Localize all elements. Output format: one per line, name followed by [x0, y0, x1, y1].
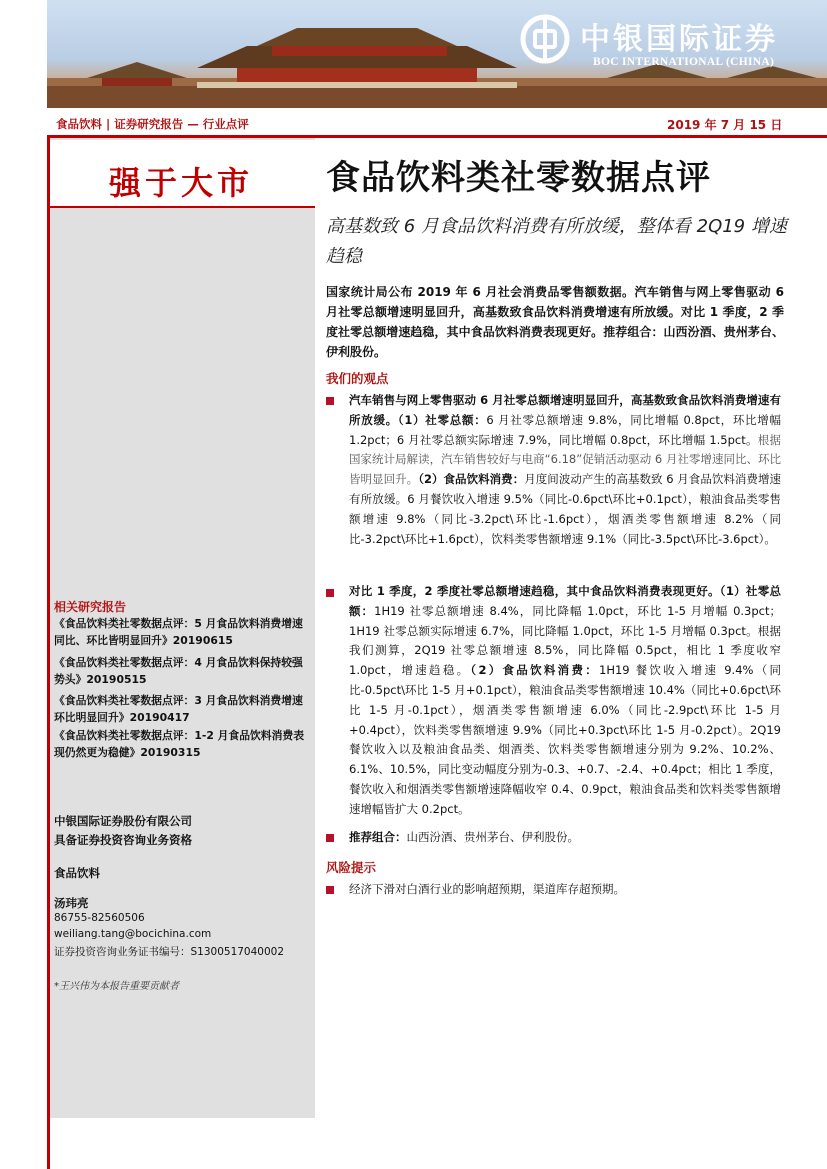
contributor-note: *王兴伟为本报告重要贡献者	[54, 981, 179, 992]
view-paragraph-2: 对比 1 季度，2 季度社零总额增速趋稳，其中食品饮料消费表现更好。（1）社零总额：1H19 社零总额增速 8.4%，同比降幅 1.0pct，环比 1-5 月增幅 0.3pct；1H19 社零总额实际增速 6.7%，同比降幅 1.0pct，环比 1-5 月增幅 0.3pct。根据我们测算，2Q19 社零总额增速 8.5%，同比降幅 0.5pct，相比 1 季度收窄 1.0pct，增速趋稳。（2）食品饮料消费：1H19 餐饮收入增速 9.4%（同比-0.5pct\环比 1-5 月+0.1pct），粮油食品类零售额增速 10.4%（同比+0.6pct\环比 1-5 月-0.1pct），烟酒类零售额增速 6.0%（同比-2.9pct\环比 1-5 月+0.4pct），饮料类零售额增速 9.9%（同比+0.3pct\环比 1-5 月-0.2pct）。2Q19 餐饮收入以及粮油食品类、烟酒类、饮料类零售额增速分别为 9.2%、10.2%、6.1%、10.5%，同比变动幅度分别为-0.3、+0.7、-2.4、+0.4pct；相比 1 季度，餐饮收入和烟酒类零售额增速降幅收窄 0.4、0.9pct，粮油食品类和饮料类零售额增速增幅皆扩大 0.2pct。	[349, 584, 782, 816]
qualification: 具备证券投资咨询业务资格	[54, 833, 192, 847]
bullet-icon	[326, 589, 334, 597]
bullet-icon	[326, 886, 334, 894]
analyst-email[interactable]: weiliang.tang@bocichina.com	[54, 928, 212, 940]
boc-logo-icon	[520, 14, 570, 64]
risk-text: 经济下滑对白酒行业的影响超预期，渠道库存超预期。	[349, 882, 625, 896]
summary: 国家统计局公布 2019 年 6 月社会消费品零售额数据。汽车销售与网上零售驱动 6 月社零总额增速明显回升，高基数致食品饮料消费增速有所放缓。对比 1 季度，2 季度社零总额增速趋稳，其中食品饮料消费表现更好。推荐组合：山西汾酒、贵州茅台、伊利股份。	[326, 285, 784, 359]
report-date: 2019 年 7 月 15 日	[667, 118, 783, 132]
related-report[interactable]: 《食品饮料类社零数据点评：3 月食品饮料消费增速环比明显回升》20190417	[54, 694, 303, 724]
view-paragraph-1: 汽车销售与网上零售驱动 6 月社零总额增速明显回升，高基数致食品饮料消费增速有所放缓。（1）社零总额：6 月社零总额增速 9.8%，同比增幅 0.8pct，环比增幅 1.2pct；6 月社零总额实际增速 7.9%，同比增幅 0.8pct，环比增幅 1.5pct。根据国家统计局解读，汽车销售较好与电商“6.18”促销活动驱动 6 月社零增速同比、环比皆明显回升。（2）食品饮料消费：月度间波动产生的高基数致 6 月食品饮料消费增速有所放缓。6 月餐饮收入增速 9.5%（同比-0.6pct\环比+0.1pct），粮油食品类零售额增速 9.8%（同比-3.2pct\环比-1.6pct），烟酒类零售额增速 8.2%（同比-3.2pct\环比+1.6pct），饮料类零售额增速 9.1%（同比-3.5pct\环比-3.6pct）。	[349, 393, 782, 546]
view-paragraph-3: 推荐组合：山西汾酒、贵州茅台、伊利股份。	[349, 830, 579, 844]
brand-name-en: BOC INTERNATIONAL (CHINA)	[593, 56, 775, 68]
sector-label: 食品饮料	[54, 866, 100, 880]
report-subtitle: 高基数致 6 月食品饮料消费有所放缓，整体看 2Q19 增速趋稳	[326, 216, 787, 267]
report-title: 食品饮料类社零数据点评	[326, 158, 711, 198]
bullet-icon	[326, 397, 334, 405]
analyst-license: 证券投资咨询业务证书编号：S1300517040002	[54, 946, 285, 958]
rating-label: 强于大市	[108, 164, 253, 202]
risk-heading: 风险提示	[326, 860, 377, 875]
company-name: 中银国际证券股份有限公司	[54, 814, 192, 828]
brand-name: 中银国际证券	[580, 22, 778, 57]
views-heading: 我们的观点	[326, 371, 389, 386]
related-reports-heading: 相关研究报告	[54, 600, 127, 614]
related-report[interactable]: 《食品饮料类社零数据点评：4 月食品饮料保持较强势头》20190515	[54, 656, 303, 686]
analyst-phone: 86755-82560506	[54, 912, 145, 924]
related-report[interactable]: 《食品饮料类社零数据点评：5 月食品饮料消费增速同比、环比皆明显回升》20190615	[54, 617, 303, 647]
report-category: 食品饮料 | 证券研究报告 — 行业点评	[56, 117, 249, 131]
sidebar-accent	[47, 138, 50, 1169]
analyst-name: 汤玮亮	[54, 896, 89, 910]
bullet-icon	[326, 834, 334, 842]
related-report[interactable]: 《食品饮料类社零数据点评：1-2 月食品饮料消费表现仍然更为稳健》20190315	[54, 729, 304, 759]
